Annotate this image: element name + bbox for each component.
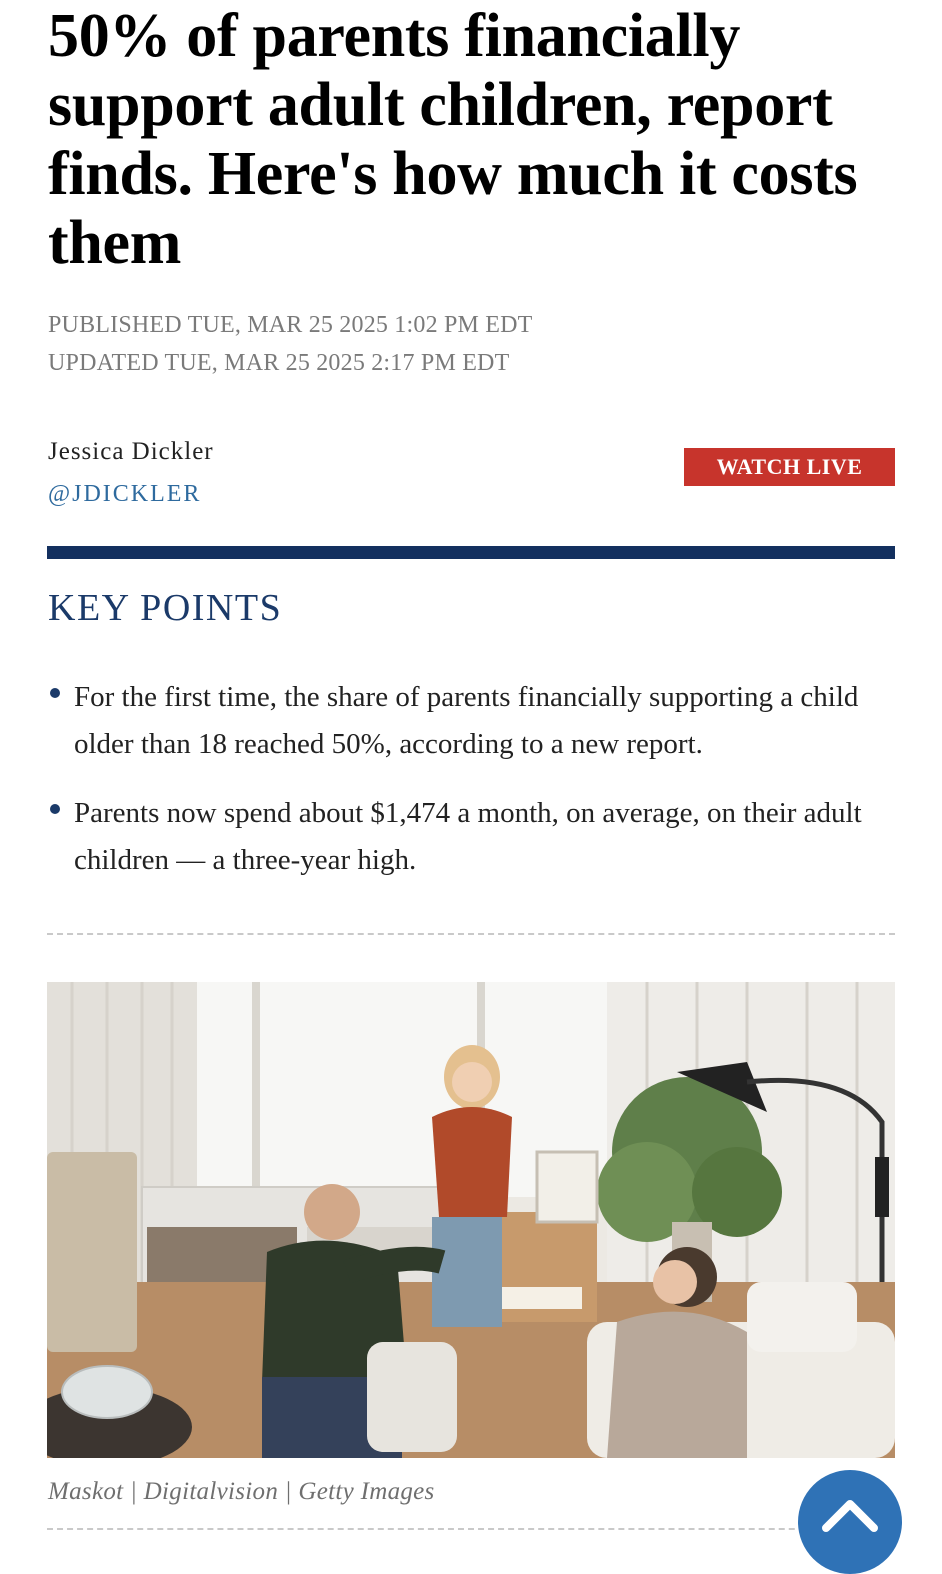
bullet-icon — [50, 804, 60, 814]
watch-live-button[interactable]: WATCH LIVE — [684, 448, 895, 486]
key-point-item — [48, 790, 898, 884]
chevron-up-icon — [820, 1496, 880, 1536]
bullet-icon — [50, 688, 60, 698]
key-point-text: For the first time, the share of parents financially supporting a child older than 18 reached 50%, according to a new report. — [74, 681, 859, 760]
dashed-divider — [47, 1528, 895, 1530]
scroll-to-top-button[interactable] — [798, 1470, 902, 1574]
published-date: PUBLISHED TUE, MAR 25 2025 1:02 PM EDT — [48, 312, 533, 338]
author-handle-link[interactable]: @JDICKLER — [48, 481, 202, 507]
family-living-room-image — [47, 982, 895, 1458]
section-divider — [47, 546, 895, 559]
author-byline — [48, 436, 214, 510]
key-point-text: Parents now spend about $1,474 a month, on average, on their adult children — a three-year high. — [74, 797, 862, 876]
photo-credit: Maskot | Digitalvision | Getty Images — [48, 1478, 435, 1505]
updated-date: UPDATED TUE, MAR 25 2025 2:17 PM EDT — [48, 350, 510, 376]
article-photo — [47, 982, 895, 1458]
dashed-divider — [47, 933, 895, 935]
key-points-list — [48, 674, 898, 906]
article-dates — [48, 306, 533, 382]
key-point-item — [48, 674, 898, 768]
article-headline: 50% of parents financially support adult children, report finds. Here's how much it costs them — [48, 2, 858, 277]
author-name[interactable]: Jessica Dickler — [48, 438, 214, 465]
key-points-title: KEY POINTS — [48, 587, 283, 629]
